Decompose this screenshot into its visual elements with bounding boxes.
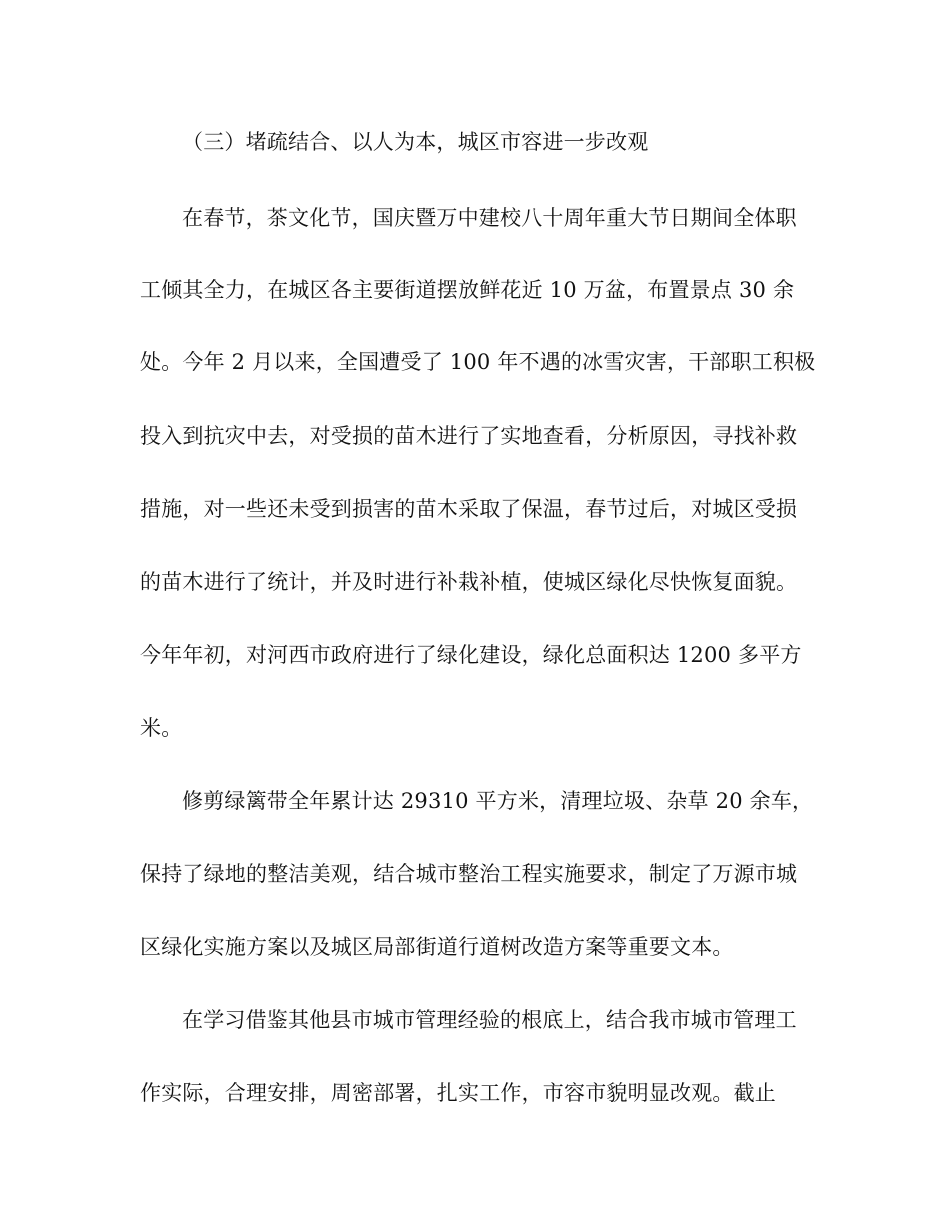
- paragraph-line: 处。今年 2 月以来，全国遭受了 100 年不遇的冰雪灾害，干部职工积极: [140, 350, 816, 374]
- paragraph-line: 措施，对一些还未受到损害的苗木采取了保温，春节过后，对城区受损: [140, 497, 798, 521]
- paragraph-line: 区绿化实施方案以及城区局部街道行道树改造方案等重要文本。: [140, 935, 734, 959]
- paragraph-line: 的苗木进行了统计，并及时进行补栽补植，使城区绿化尽快恢复面貌。: [140, 570, 798, 594]
- paragraph-line: 今年年初，对河西市政府进行了绿化建设，绿化总面积达 1200 多平方: [140, 643, 802, 667]
- paragraph-line: 在学习借鉴其他县市城市管理经验的根底上，结合我市城市管理工: [182, 1008, 797, 1032]
- paragraph-line: 米。: [140, 716, 183, 740]
- paragraph-line: 作实际，合理安排，周密部署，扎实工作，市容市貌明显改观。截止: [140, 1081, 776, 1105]
- paragraph-line: 在春节，茶文化节，国庆暨万中建校八十周年重大节日期间全体职: [182, 206, 797, 230]
- paragraph-line: 工倾其全力，在城区各主要街道摆放鲜花近 10 万盆，布置景点 30 余: [140, 278, 795, 302]
- paragraph-line: 保持了绿地的整洁美观，结合城市整治工程实施要求，制定了万源市城: [140, 862, 798, 886]
- section-heading: （三）堵疏结合、以人为本，城区市容进一步改观: [182, 130, 649, 154]
- paragraph-line: 投入到抗灾中去，对受损的苗木进行了实地查看，分析原因，寻找补救: [140, 424, 798, 448]
- paragraph-line: 修剪绿篱带全年累计达 29310 平方米，清理垃圾、杂草 20 余车，: [182, 789, 814, 813]
